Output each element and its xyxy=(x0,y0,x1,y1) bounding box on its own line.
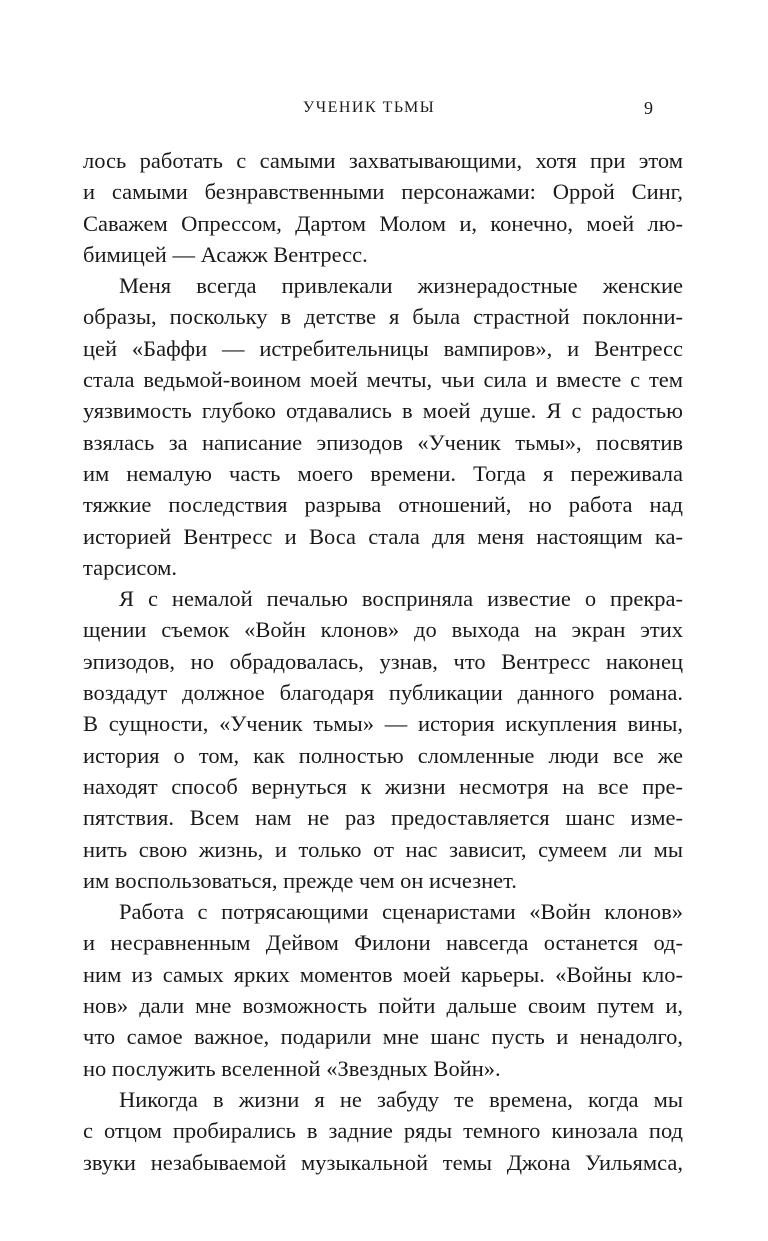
paragraph xyxy=(83,896,683,1084)
text-line: образы, поскольку в детстве я была страстной поклонни- xyxy=(83,304,683,330)
text-line: щении съемок «Войн клонов» до выхода на экран этих xyxy=(83,617,683,643)
text-line: им воспользоваться, прежде чем он исчезнет. xyxy=(83,867,517,893)
text-line: и самыми безнравственными персонажами: Оррой Синг, xyxy=(83,179,683,205)
text-line: В сущности, «Ученик тьмы» — история искупления вины, xyxy=(83,711,683,737)
text-line: лось работать с самыми захватывающими, хотя при этом xyxy=(83,148,683,173)
running-title: УЧЕНИК ТЬМЫ xyxy=(302,99,436,116)
text-line: им немалую часть моего времени. Тогда я переживала xyxy=(83,460,683,486)
paragraph xyxy=(83,270,683,583)
text-line: тарсисом. xyxy=(83,554,178,580)
text-line: находят способ вернуться к жизни несмотря на все пре- xyxy=(83,773,683,799)
text-line: историей Вентресс и Воса стала для меня настоящим ка- xyxy=(83,523,683,549)
text-line: Работа с потрясающими сценаристами «Войн клонов» xyxy=(119,899,683,925)
text-line: Никогда в жизни я не забуду те времена, когда мы xyxy=(119,1086,683,1112)
text-line: тяжкие последствия разрыва отношений, но работа над xyxy=(83,492,683,518)
text-line: нить свою жизнь, и только от нас зависит, сумеем ли мы xyxy=(83,836,683,862)
text-line: и несравненным Дейвом Филони навсегда останется од- xyxy=(83,930,683,956)
text-line: бимицей — Асажж Вентресс. xyxy=(83,241,368,267)
text-line: цей «Баффи — истребительницы вампиров», и Вентресс xyxy=(83,335,683,361)
text-line: Меня всегда привлекали жизнерадостные женские xyxy=(119,273,683,299)
text-line: уязвимость глубоко отдавались в моей душе. Я с радостью xyxy=(83,398,683,424)
paragraph xyxy=(83,583,683,896)
text-line: взялась за написание эпизодов «Ученик тьмы», посвятив xyxy=(83,429,683,455)
text-line: ним из самых ярких моментов моей карьеры. «Войны кло- xyxy=(83,961,683,987)
text-line: пятствия. Всем нам не раз предоставляется шанс изме- xyxy=(83,805,683,831)
text-line: эпизодов, но обрадовалась, узнав, что Вентресс наконец xyxy=(83,648,683,674)
body-text xyxy=(83,145,683,1178)
page-number: 9 xyxy=(644,98,653,118)
text-line: звуки незабываемой музыкальной темы Джона Уильямса, xyxy=(83,1149,683,1175)
text-line: с отцом пробирались в задние ряды темного кинозала под xyxy=(83,1118,683,1144)
running-header xyxy=(0,96,768,120)
text-line: история о том, как полностью сломленные люди все же xyxy=(83,742,683,768)
paragraph xyxy=(83,1084,683,1178)
text-line: Саважем Опрессом, Дартом Молом и, конечно, моей лю- xyxy=(83,210,683,236)
paragraph xyxy=(83,145,683,270)
text-line: нов» дали мне возможность пойти дальше своим путем и, xyxy=(83,993,683,1019)
text-line: Я с немалой печалью восприняла известие о прекра- xyxy=(119,586,683,612)
text-line: но послужить вселенной «Звездных Войн». xyxy=(83,1055,501,1081)
text-line: что самое важное, подарили мне шанс пусть и ненадолго, xyxy=(83,1024,683,1050)
text-line: стала ведьмой-воином моей мечты, чьи сила и вместе с тем xyxy=(83,367,683,393)
text-line: воздадут должное благодаря публикации данного романа. xyxy=(83,680,683,706)
